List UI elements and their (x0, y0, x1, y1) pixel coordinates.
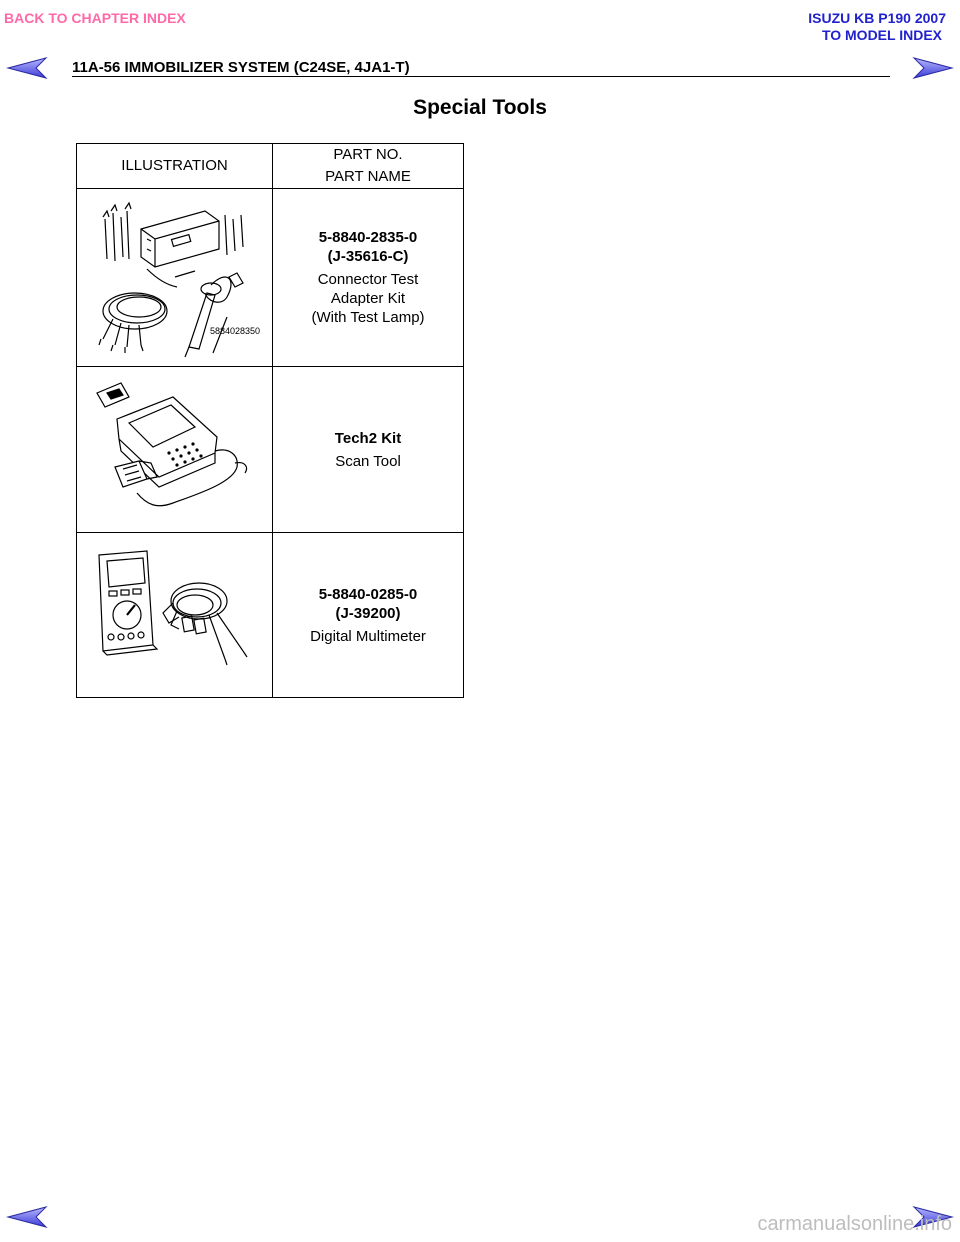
previous-page-arrow-icon[interactable] (6, 1205, 50, 1229)
alternate-part-number: (J-35616-C) (327, 248, 409, 265)
previous-page-arrow-icon[interactable] (6, 56, 50, 80)
illustration-cell (77, 533, 273, 698)
header-part-no-label: PART NO. (333, 146, 403, 163)
table-header-row (77, 144, 464, 189)
brand-block (808, 10, 946, 44)
part-name: Digital Multimeter (310, 627, 426, 645)
illustration-code: 5884028350 (209, 326, 260, 336)
tech2-scan-tool-illustration-icon (77, 367, 272, 532)
part-cell (273, 533, 464, 698)
page-title: Special Tools (413, 96, 547, 119)
part-cell (273, 189, 464, 367)
illustration-cell (77, 367, 273, 533)
connector-test-kit-illustration-icon (77, 189, 272, 366)
special-tools-table (76, 143, 464, 698)
table-row (77, 367, 464, 533)
next-page-arrow-icon[interactable] (910, 56, 954, 80)
part-number: 5-8840-2835-0 (318, 229, 418, 246)
part-number: 5-8840-0285-0 (318, 585, 418, 603)
digital-multimeter-illustration-icon (77, 533, 272, 697)
watermark: carmanualsonline.info (757, 1213, 952, 1235)
part-name: Scan Tool (335, 452, 401, 470)
illustration-cell (77, 189, 273, 367)
header-part (273, 144, 464, 189)
header-illustration-label: ILLUSTRATION (121, 157, 228, 174)
section-heading: 11A-56 IMMOBILIZER SYSTEM (C24SE, 4JA1-T) (72, 59, 410, 76)
table-row (77, 189, 464, 367)
part-number: Tech2 Kit (334, 429, 402, 447)
to-model-index-link[interactable]: TO MODEL INDEX (821, 27, 942, 43)
back-to-chapter-index-link[interactable]: BACK TO CHAPTER INDEX (4, 10, 186, 26)
brand-title: ISUZU KB P190 2007 (808, 10, 946, 26)
header-part-name-label: PART NAME (325, 168, 411, 185)
table-row (77, 533, 464, 698)
part-cell (273, 367, 464, 533)
header-divider (72, 76, 890, 77)
part-name: Connector Test Adapter Kit (With Test Lamp) (311, 271, 425, 326)
header-illustration (77, 144, 273, 189)
alternate-part-number: (J-39200) (335, 604, 401, 622)
